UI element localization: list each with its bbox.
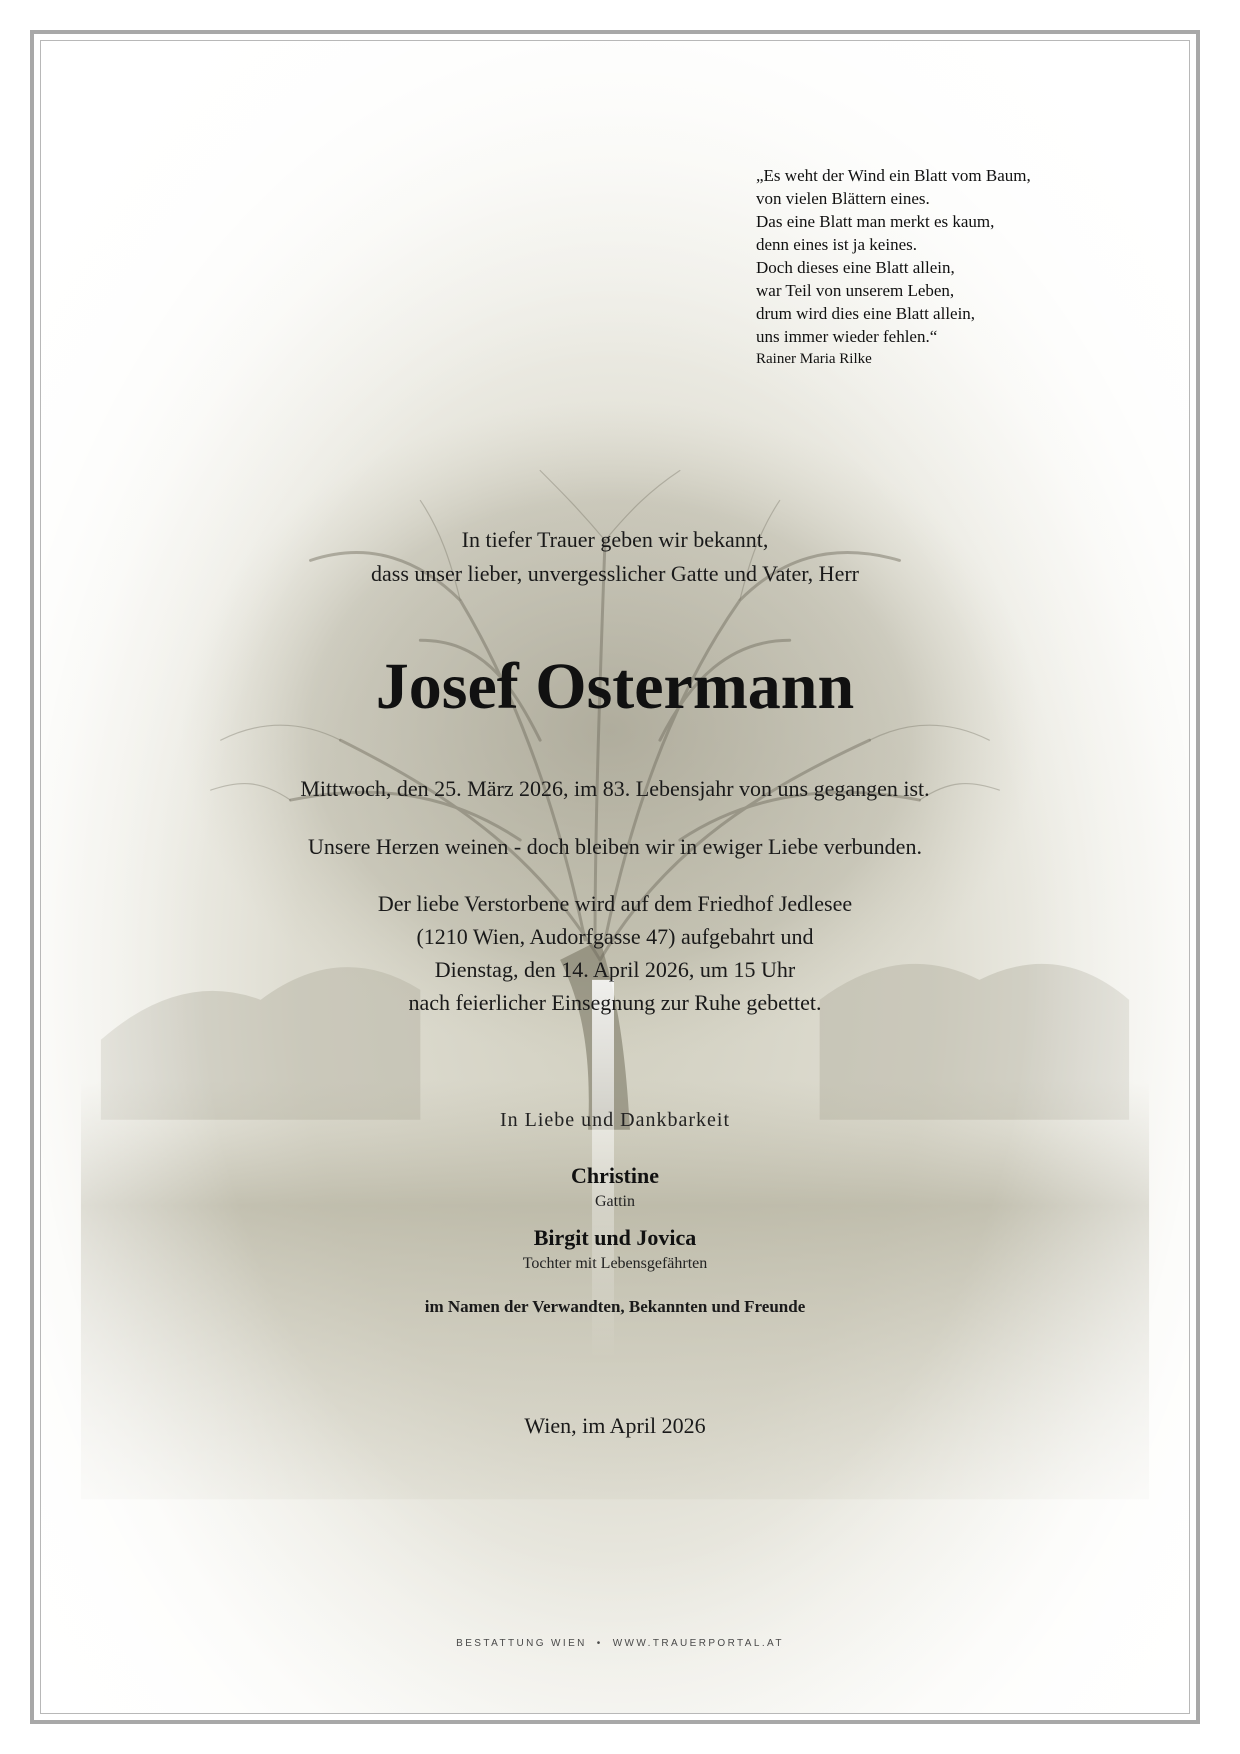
death-notice: Mittwoch, den 25. März 2026, im 83. Lebensjahr von uns gegangen ist. [300,776,930,801]
mourner-role: Gattin [595,1193,635,1210]
funeral-line-3: Dienstag, den 14. April 2026, um 15 Uhr [434,957,796,982]
poem-line: drum wird dies eine Blatt allein, [756,304,976,323]
poem-line: von vielen Blättern eines. [756,189,930,208]
mourner-name: Christine [571,1163,659,1188]
poem-line: denn eines ist ja keines. [756,235,917,254]
poem-line: Doch dieses eine Blatt allein, [756,258,955,277]
funeral-details [41,887,1189,1019]
mourners-list [41,1161,1189,1285]
footer-company: BESTATTUNG WIEN [456,1638,587,1649]
poem-author: Rainer Maria Rilke [756,351,872,367]
poem-line: „Es weht der Wind ein Blatt vom Baum, [756,166,1031,185]
poem-line: uns immer wieder fehlen.“ [756,327,938,346]
footer-credit [0,1638,1240,1649]
obituary-content [41,41,1189,1713]
mourner-name: Birgit und Jovica [533,1225,697,1250]
poem-block [756,164,1116,370]
footer-separator: • [596,1638,603,1649]
thanks-line: In Liebe und Dankbarkeit [499,1109,731,1131]
funeral-line-4: nach feierlicher Einsegnung zur Ruhe gebettet. [408,990,822,1015]
poem-line: Das eine Blatt man merkt es kaum, [756,212,995,231]
place-date: Wien, im April 2026 [524,1413,706,1438]
mourner-role: Tochter mit Lebensgefährten [522,1255,708,1272]
sentiment-text: Unsere Herzen weinen - doch bleiben wir in ewiger Liebe verbunden. [308,834,922,859]
announcement [41,523,1189,591]
announcement-line-2: dass unser lieber, unvergesslicher Gatte und Vater, Herr [371,561,859,586]
on-behalf-line: im Namen der Verwandten, Bekannten und Freunde [424,1297,806,1316]
announcement-line-1: In tiefer Trauer geben wir bekannt, [461,527,769,552]
poem-line: war Teil von unserem Leben, [756,281,955,300]
deceased-name: Josef Ostermann [375,650,855,723]
funeral-line-2: (1210 Wien, Audorfgasse 47) aufgebahrt und [416,924,814,949]
footer-website: WWW.TRAUERPORTAL.AT [612,1638,784,1649]
page-frame-inner [40,40,1190,1714]
funeral-line-1: Der liebe Verstorbene wird auf dem Friedhof Jedlesee [377,891,853,916]
